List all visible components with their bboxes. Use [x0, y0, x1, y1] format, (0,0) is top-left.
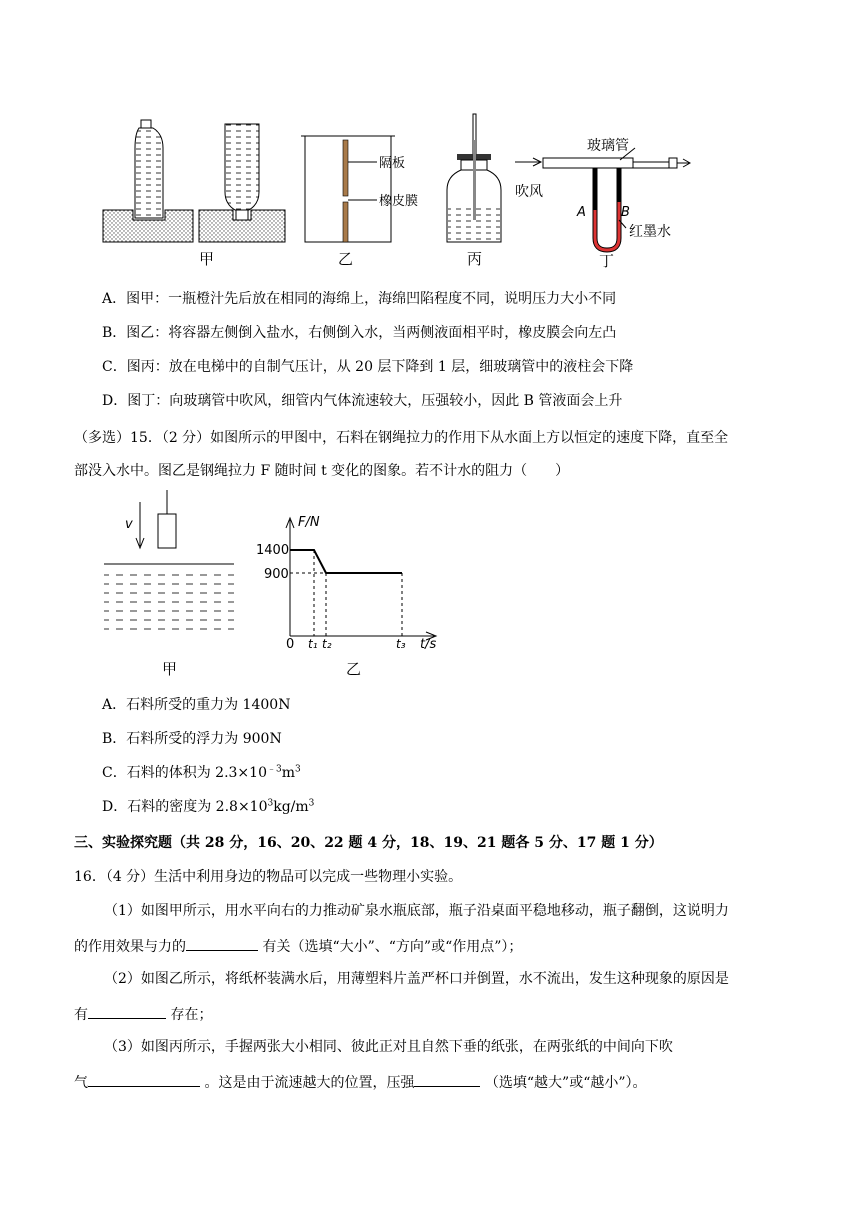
- tick-label-t3: t₃: [396, 637, 406, 651]
- tube-b-label: B: [621, 205, 630, 220]
- velocity-label: v: [125, 517, 133, 532]
- fig-jia-sponge-upright: [103, 120, 193, 242]
- tick-label-900: 900: [264, 567, 289, 582]
- q15-option-d: D．石料的密度为 $2.8\times 10^3kg/m^3$: [102, 798, 315, 815]
- q16-part3-line2: 气 。这是由于流速越大的位置，压强 （选填“越大”或“越小”）。: [74, 1072, 647, 1092]
- fig1-caption-jia: 甲: [199, 250, 215, 268]
- section-3-heading: 三、实验探究题（共 28 分，16、20、22 题 4 分，18、19、21 题各 5 分、17 题 1 分）: [74, 835, 663, 851]
- partition-label: 隔板: [379, 156, 406, 171]
- tension-time-graph: [286, 518, 436, 640]
- q14-option-c: C．图丙：放在电梯中的自制气压计，从 20 层下降到 1 层，细玻璃管中的液柱会下降: [102, 359, 634, 375]
- q14-option-d: D．图丁：向玻璃管中吹风，细管内气体流速较大，压强较小，因此 B 管液面会上升: [102, 393, 623, 409]
- blow-label: 吹风: [515, 184, 543, 200]
- fig1-caption-bing: 丙: [467, 250, 483, 268]
- fig2-caption-jia: 甲: [162, 660, 178, 678]
- fig1-caption-yi: 乙: [338, 250, 354, 268]
- q15-option-b: B．石料所受的浮力为 900N: [102, 731, 282, 747]
- tick-label-t2: t₂: [322, 637, 332, 651]
- q16-part1-line1: （1）如图甲所示，用水平向右的力推动矿泉水瓶底部，瓶子沿桌面平稳地移动，瓶子翻倒，这说明力: [104, 903, 729, 919]
- q15-option-c: C．石料的体积为 $2.3\times 10^{﹣3}m^3$: [102, 764, 301, 781]
- q16-part3-line1: （3）如图丙所示，手握两张大小相同、彼此正对且自然下垂的纸张，在两张纸的中间向下吹: [104, 1039, 673, 1055]
- membrane-label: 橡皮膜: [379, 194, 419, 209]
- tube-a-label: A: [577, 205, 586, 220]
- tick-label-t1: t₁: [308, 637, 318, 651]
- q16-title: 16．（4 分）生活中利用身边的物品可以完成一些物理小实验。: [74, 869, 463, 885]
- fig-yi-container: [301, 136, 395, 242]
- q16-blank-3[interactable]: [88, 1072, 200, 1087]
- q16-part2-line2: 有 存在；: [74, 1004, 212, 1024]
- q15-stem-line2: 部没入水中。图乙是钢绳拉力 F 随时间 t 变化的图象。若不计水的阻力（ ）: [74, 463, 570, 479]
- glass-tube-label: 玻璃管: [587, 138, 629, 154]
- q16-blank-1[interactable]: [186, 936, 258, 951]
- fig2-caption-yi: 乙: [346, 660, 362, 678]
- origin-label: 0: [286, 637, 295, 652]
- q15-stem-line1: （多选）15．（2 分）如图所示的甲图中，石料在钢绳拉力的作用下从水面上方以恒定的速度下降，直至全: [74, 430, 729, 446]
- tension-series-line: [290, 550, 402, 573]
- q16-part1-line2: 的作用效果与力的 有关（选填“大小”、“方向”或“作用点”）；: [74, 936, 522, 956]
- q14-option-a: A．图甲：一瓶橙汁先后放在相同的海绵上，海绵凹陷程度不同，说明压力大小不同: [102, 291, 617, 307]
- q16-blank-2[interactable]: [88, 1004, 166, 1019]
- q16-blank-4[interactable]: [414, 1072, 480, 1087]
- ink-label: 红墨水: [629, 224, 671, 240]
- fig-jia-stone-water: [104, 490, 234, 634]
- q15-option-a: A．石料所受的重力为 1400N: [102, 697, 291, 713]
- fig1-caption-ding: 丁: [599, 252, 615, 270]
- figure-pressure-experiments: [95, 110, 695, 275]
- q14-option-b: B．图乙：将容器左侧倒入盐水，右侧倒入水，当两侧液面相平时，橡皮膜会向左凸: [102, 325, 617, 341]
- fig-bing-barometer: [447, 114, 501, 242]
- figure-stone-tension: [100, 490, 445, 688]
- x-axis-label: t/s: [420, 637, 437, 652]
- fig-jia-sponge-inverted: [199, 124, 285, 242]
- y-axis-label: F/N: [298, 515, 320, 530]
- q16-part2-line1: （2）如图乙所示，将纸杯装满水后，用薄塑料片盖严杯口并倒置，水不流出，发生这种现象的原因是: [104, 971, 729, 987]
- tick-label-1400: 1400: [256, 543, 290, 558]
